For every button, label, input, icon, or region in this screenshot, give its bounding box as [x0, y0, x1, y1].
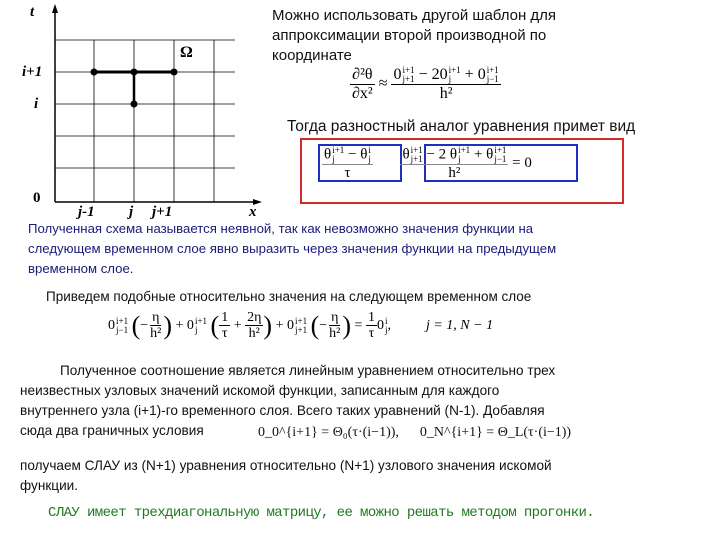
boundary-condition-left: 0_0^{i+1} = Θ₀(τ·(i−1)), [258, 425, 399, 440]
f3-one: 1 [221, 310, 229, 325]
col-label-j-minus-1: j-1 [78, 204, 95, 220]
col-label-j-plus-1: j+1 [152, 204, 173, 220]
approx-sign: ≈ [378, 75, 388, 93]
e-sup: i+1 [494, 145, 507, 155]
a-sup: i+1 [332, 145, 345, 155]
term3-sup: i+1 [486, 65, 499, 76]
boundary-condition-right: 0_N^{i+1} = Θ_L(τ·(i−1)) [419, 425, 572, 440]
body-line-2: неизвестных узловых значений искомой функции, записанным для каждого [20, 383, 500, 398]
difference-scheme-formula [322, 146, 532, 182]
row-label-i: i [34, 96, 39, 112]
implicit-note-line-2: следующем временном слое явно выразить через значения функции на предыдущем [28, 241, 557, 256]
b-sup: i [368, 145, 371, 155]
similar-terms-line: Приведем подобные относительно значения на следующем временном слое [46, 289, 532, 304]
f3-tau: τ [221, 326, 228, 342]
theta-d: θ [449, 146, 458, 163]
theta-b: θ [360, 146, 368, 163]
intro-line-2: аппроксимации второй производной по [272, 27, 547, 44]
f3-eq: = [354, 318, 363, 334]
f3-minus1: − [140, 318, 149, 334]
node-j-1-i1 [91, 69, 98, 76]
term1-sup: i+1 [402, 65, 415, 76]
term3-coef: + 0 [464, 66, 486, 83]
grid-lines [55, 40, 235, 202]
term1-sub: j+1 [402, 74, 415, 85]
f3-two-eta: 2η [247, 310, 262, 325]
f3-t2-sup: i+1 [194, 315, 208, 326]
f3-one-b: 1 [367, 310, 375, 325]
theta-e: θ [486, 146, 494, 163]
body-line-5: получаем СЛАУ из (N+1) уравнения относительно (N+1) узлового значения искомой [20, 458, 552, 473]
f3-minus2: − [319, 318, 328, 334]
plus-sign: + [473, 146, 483, 163]
row-label-i-plus-1: i+1 [22, 64, 43, 80]
node-j1-i1 [171, 69, 178, 76]
body-line-3: внутреннего узла (i+1)-го временного слоя. Всего таких уравнений (N-1). Добавляя [20, 403, 545, 418]
f3-tau-b: τ [368, 326, 375, 342]
f3-eta2: η [331, 310, 339, 325]
f3-t3-sup: i+1 [295, 315, 308, 326]
d-sub: j [458, 154, 461, 164]
t-axis-label: t [30, 4, 35, 20]
implicit-note-line-1: Полученная схема называется неявной, так как невозможно значения функции на [28, 221, 534, 236]
implicit-scheme-note [28, 219, 556, 279]
boundary-conditions [258, 425, 571, 441]
node-j-i [131, 101, 138, 108]
term2-sub: j [448, 74, 452, 85]
intro-line-1: Можно использовать другой шаблон для [272, 7, 557, 24]
f3-t1-sup: i+1 [116, 315, 129, 326]
f3-j-range: j = 1, N − 1 [425, 318, 494, 334]
f3-rhs-sub: j [384, 324, 388, 335]
stencil-template [91, 69, 178, 108]
second-derivative-formula [350, 66, 501, 103]
body-paragraph-end [20, 456, 552, 496]
f3-eta1: η [152, 310, 160, 325]
f3-t3-sub: j+1 [295, 324, 308, 335]
t-axis-arrow [52, 4, 58, 13]
lhs-numerator: ∂²θ [352, 66, 373, 84]
a-sub: j [332, 154, 335, 164]
reduced-equation: 0 i+1 j−1 (− $\frac{\eta}{\text{h²}}$ ) + 0 i+1 j ( $\frac{1}{\tau}$ + $\frac{2\eta}{\text{h²}}$ ) + 0 i+1 j+1 (− $\frac{\eta}{\text{h²}}$ ) = $\frac{1}{\tau}$ 0 i j , j = 1, N − 1 [108, 310, 494, 342]
b-sub: j [368, 154, 371, 164]
body-line-4: сюда два граничных условия [20, 423, 204, 438]
theta-c: θ [402, 146, 410, 163]
body-line-6: функции. [20, 478, 79, 493]
omega-label: Ω [180, 44, 193, 61]
c-sup: i+1 [410, 145, 423, 155]
intro-line-3: координате [272, 47, 352, 64]
term1: 0 [393, 66, 402, 83]
f3-rhs-sup: i [384, 315, 388, 326]
term2-coef: − 20 [418, 66, 448, 83]
h2-denominator: h² [448, 165, 461, 181]
equals-zero: = 0 [512, 155, 532, 172]
e-sub: j−1 [494, 154, 507, 164]
then-line: Тогда разностный аналог уравнения примет вид [287, 118, 636, 135]
c-sub: j+1 [410, 154, 423, 164]
theta-a: θ [324, 146, 332, 163]
term3-sub: j−1 [486, 74, 499, 85]
minus-two: − 2 [426, 146, 447, 163]
body-line-1: Полученное соотношение является линейным уравнением относительно трех [60, 363, 556, 378]
f3-h2-1: h² [150, 326, 162, 342]
tau-denominator: τ [344, 165, 351, 181]
origin-label: 0 [33, 190, 41, 206]
x-axis-label: x [249, 204, 257, 220]
minus-sign: − [348, 146, 357, 163]
col-label-j: j [129, 204, 134, 220]
f3-t1-sub: j−1 [116, 324, 129, 335]
final-note: СЛАУ имеет трехдиагональную матрицу, ее можно решать методом прогонки. [48, 505, 595, 521]
stencil-grid-diagram [0, 0, 270, 230]
node-j-i1 [131, 69, 138, 76]
f3-h2-3: h² [329, 326, 341, 342]
term2-sup: i+1 [448, 65, 461, 76]
implicit-note-line-3: временном слое. [28, 261, 134, 276]
f3-t2-sub: j [194, 324, 198, 335]
formula1-denominator: h² [439, 85, 453, 103]
lhs-denominator: ∂x² [352, 84, 373, 102]
intro-text [272, 6, 556, 66]
d-sup: i+1 [458, 145, 471, 155]
f3-h2-2: h² [248, 326, 260, 342]
